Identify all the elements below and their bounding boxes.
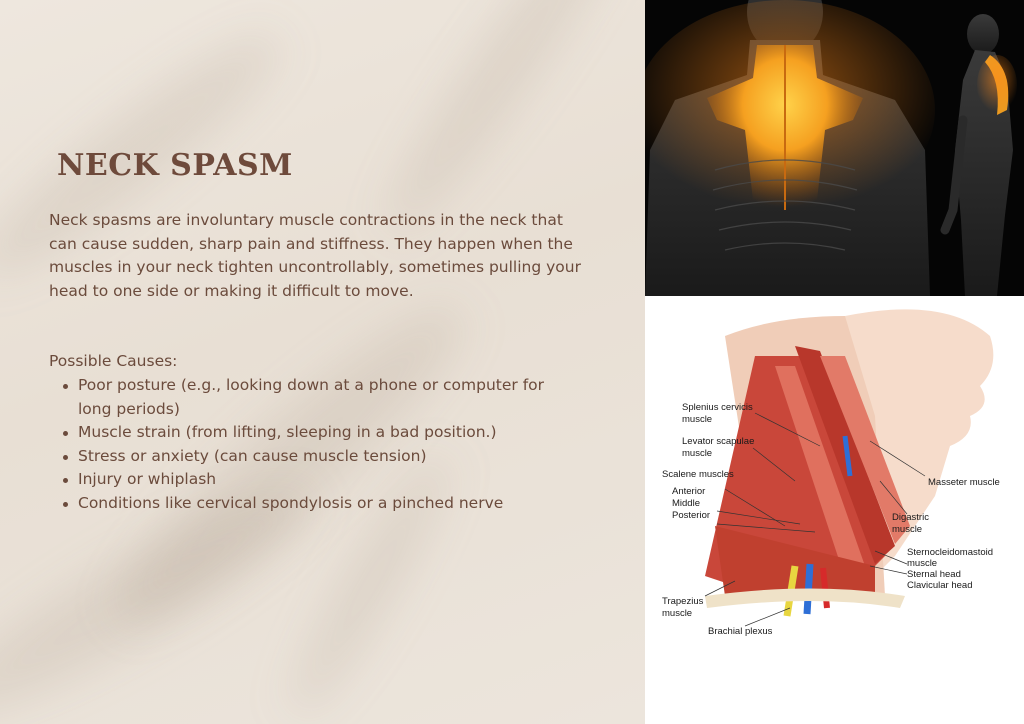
label-posterior: Posterior — [672, 510, 711, 521]
label-anterior: Anterior — [672, 486, 706, 497]
label-splenius-2: muscle — [682, 414, 713, 425]
label-brachial: Brachial plexus — [708, 626, 773, 637]
back-pain-figure — [645, 0, 1024, 296]
label-scalene: Scalene muscles — [662, 469, 734, 480]
label-trapezius-2: muscle — [662, 608, 693, 619]
label-clavicular: Clavicular head — [907, 580, 973, 591]
neck-anatomy-diagram — [645, 296, 1024, 724]
label-digastric-2: muscle — [892, 524, 923, 535]
label-scm-1: Sternocleidomastoid — [907, 547, 994, 558]
list-item: Stress or anxiety (can cause muscle tension) — [49, 445, 579, 469]
neck-anatomy-figure — [645, 296, 1024, 724]
label-trapezius-1: Trapezius — [662, 596, 704, 607]
label-sternal: Sternal head — [907, 569, 961, 580]
list-item: Muscle strain (from lifting, sleeping in a bad position.) — [49, 421, 579, 445]
page-title: NECK SPASM — [57, 148, 293, 183]
intro-paragraph: Neck spasms are involuntary muscle contractions in the neck that can cause sudden, sharp pain and stiffness. They happen when the muscles in your neck tighten uncontrollably, sometimes pulling your head to one side or making it difficult to move. — [49, 211, 581, 300]
label-masseter: Masseter muscle — [928, 477, 1000, 488]
list-item: Poor posture (e.g., looking down at a phone or computer for long periods) — [49, 374, 579, 421]
label-digastric-1: Digastric — [892, 512, 929, 523]
label-middle: Middle — [672, 498, 700, 509]
label-levator-2: muscle — [682, 448, 713, 459]
label-splenius-1: Splenius cervicis — [682, 402, 753, 413]
list-item: Conditions like cervical spondylosis or a pinched nerve — [49, 492, 579, 516]
label-levator-1: Levator scapulae — [682, 436, 755, 447]
label-scm-2: muscle — [907, 558, 938, 569]
list-item: Injury or whiplash — [49, 468, 579, 492]
back-pain-illustration — [645, 0, 1024, 296]
causes-list — [49, 374, 579, 515]
causes-heading: Possible Causes: — [49, 352, 178, 370]
